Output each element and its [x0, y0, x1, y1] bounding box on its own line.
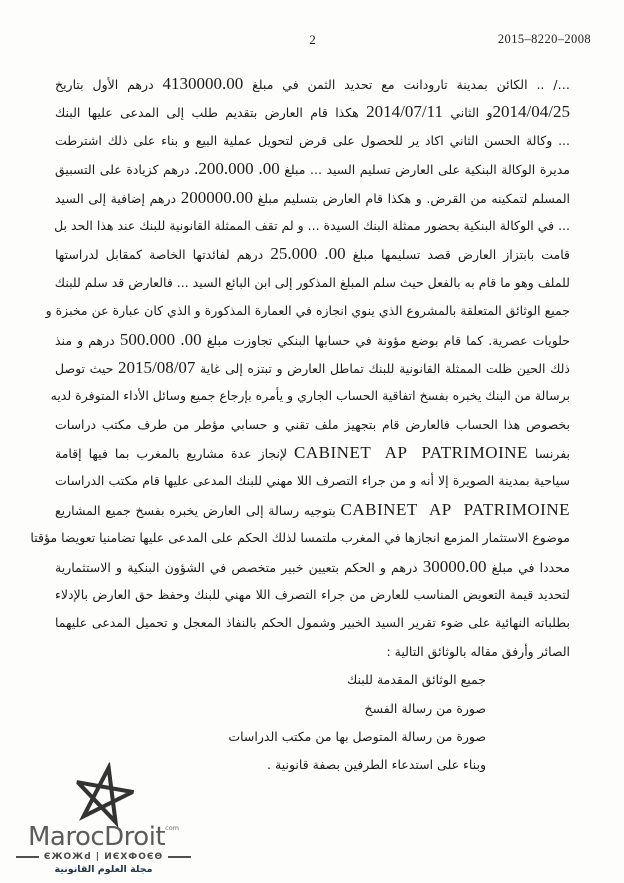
- arabic-text-segment: صورة من رسالة الفسخ: [364, 700, 486, 716]
- arabic-text-segment: حيث توصل: [55, 360, 118, 376]
- arabic-text-segment: مديرة الوكالة البنكية على العارض تسليم السيد ... مبلغ: [279, 162, 571, 178]
- arabic-text-segment: بخصوص هذا الحساب فالعارض قام بتجهيز ملف تقني و حسابي مؤطر من طرف مكتب دراسات: [55, 416, 570, 432]
- body-line: [55, 581, 570, 609]
- body-line: [55, 240, 570, 268]
- body-line: [55, 439, 570, 467]
- arabic-text-segment: درهم و منذ: [55, 332, 120, 348]
- arabic-text-segment: درهم كزيادة على التسبيق: [55, 162, 195, 178]
- body-line: [30, 524, 570, 552]
- arabic-text-segment: للملف وهو ما قام به بالفعل حيث سلم المبلغ المذكور إلى ابن البائع السيد ... فالعارض قد سلم للبنك: [54, 274, 570, 290]
- arabic-text-segment: درهم إضافية إلى السيد: [55, 190, 181, 206]
- arabic-text-segment: درهم الأول بتاريخ: [55, 77, 163, 92]
- arabic-text-segment: وبناء على استدعاء الطرفين بصفة قانونية .: [267, 757, 486, 773]
- arabic-text-segment: بطلباته النهائية على ضوء تقرير السيد الخبير وشمول الحكم بالنفاذ المعجل و تحميل المدعى عليهما: [55, 615, 570, 631]
- body-line: [55, 609, 570, 637]
- body-line: [50, 382, 570, 410]
- body-line: [55, 723, 570, 751]
- logo-wordmark-text: MarocDroit: [27, 821, 166, 852]
- case-reference-number: 2015–8220–2008: [497, 32, 591, 46]
- latin-text-segment: CABINET AP PATRIMOINE: [294, 443, 528, 463]
- arabic-text-segment: محددا في مبلغ: [486, 559, 570, 575]
- arabic-text-segment: لتحديد قيمة التعويض المناسب للعارض من جراء التصرف اللا مهني للبنك وحفظ حق العارض بالإدلاء: [55, 587, 570, 603]
- arabic-text-segment: ذلك الحين ظلت الممثلة القانونية للبنك تماطل العارض و تبتزه إلى غاية: [195, 360, 570, 376]
- arabic-text-segment: قامت بابتزاز العارض قصد تسليمها مبلغ: [345, 247, 570, 263]
- arabic-text-segment: سياحية بمدينة الصويرة إلا أنه و من جراء التصرف اللا مهني للبنك المدعى عليها قام مكتب الدراسات: [55, 473, 570, 489]
- arabic-text-segment: ... وكالة الحسن الثاني اكاد ير للحصول على قرض لتحويل عملية البيع و بناء على ذلك اشترطت: [55, 132, 570, 148]
- body-line: [55, 467, 570, 495]
- page-number: 2: [309, 32, 316, 47]
- body-line: [55, 638, 570, 666]
- arabic-text-segment: صورة من رسالة المتوصل بها من مكتب الدراسات: [228, 728, 486, 744]
- arabic-text-segment: بفرنسا: [527, 446, 570, 462]
- body-line: [55, 354, 570, 382]
- number-segment: 00. 25.000: [270, 244, 346, 264]
- arabic-text-segment: و الثاني: [442, 105, 493, 121]
- body-line: [55, 127, 570, 155]
- arabic-text-segment: درهم و الحكم بتعيين خبير متخصص في الشؤون البنكية و الاستثمارية: [55, 559, 423, 575]
- logo-wordmark: [16, 821, 191, 852]
- number-segment: 30000.00: [422, 556, 487, 576]
- logo-tld-text: com: [165, 823, 180, 832]
- body-line: [55, 70, 570, 98]
- arabic-text-segment: درهم لفائدتها الخاصة كمقابل لدراستها: [55, 247, 271, 263]
- number-segment: 00. 200.000.: [194, 159, 280, 179]
- arabic-text-segment: جميع الوثائق المتعلقة بالمشروع الذي ينوي انجازه في العمارة المذكورة و الذي كان عبارة عن مخبزة و: [45, 303, 570, 319]
- arabic-text-segment: المسلم لتمكينه من القرض. و هكذا قام العارض بتسليم مبلغ: [252, 190, 570, 206]
- arabic-text-segment: …/ .. الكائن بمدينة تارودانت مع تحديد الثمن في مبلغ: [243, 77, 570, 92]
- body-line: [55, 695, 570, 723]
- latin-text-segment: CABINET AP PATRIMOINE: [340, 499, 571, 519]
- arabic-text-segment: هكذا قام العارض بتقديم طلب إلى المدعى عليها البنك: [55, 105, 367, 121]
- number-segment: 200000.00: [180, 187, 253, 207]
- logo-tifinagh-text: ЄЖOЖd | ИЄХФOЄΘ: [43, 851, 164, 862]
- logo-tifinagh-tagline: [16, 853, 191, 862]
- body-line: [55, 666, 570, 694]
- arabic-text-segment: حلويات عصرية. كما قام بوضع مؤونة في حسابها البنكي تجاوزت مبلغ: [201, 332, 571, 348]
- body-line: [55, 184, 570, 212]
- number-segment: 2014/07/11: [366, 102, 443, 122]
- arabic-text-segment: ... في الوكالة البنكية بحضور ممثلة البنك السيدة ... و لم تقف الممثلة القانونية للبنك عند هذا الحد بل: [54, 217, 570, 233]
- arabic-text-segment: جميع الوثائق المقدمة للبنك: [346, 672, 486, 688]
- arabic-text-segment: الصائر وأرفق مقاله بالوثائق التالية :: [386, 643, 570, 659]
- logo-arabic-tagline: مجلة العلوم القانونية: [54, 863, 153, 875]
- body-line: [55, 212, 570, 240]
- arabic-text-segment: بتوجيه رسالة إلى العارض يخبره بفسخ جميع المشاريع: [55, 502, 341, 518]
- number-segment: 2015/08/07: [117, 357, 196, 377]
- arabic-text-segment: برسالة من البنك يخبره بفسخ اتفاقية الحساب الجاري و يأمره بإرجاع جميع وسائل الأداء المتوفرة لديه: [50, 388, 570, 404]
- body-line: [55, 155, 570, 183]
- document-body: [30, 70, 571, 780]
- body-line: [55, 326, 570, 354]
- number-segment: 2014/04/25: [492, 102, 570, 122]
- body-line: [55, 411, 570, 439]
- body-line: [55, 269, 570, 297]
- marocdroit-logo: [16, 762, 191, 875]
- number-segment: 4130000.00: [162, 74, 244, 93]
- body-line: [45, 297, 570, 325]
- number-segment: 00. 500.000: [119, 329, 202, 349]
- arabic-text-segment: موضوع الاستثمار المزمع انجازها في المغرب ملتمسا لذلك الحكم على المدعى عليها تضامنيا تعويضا مؤقتا: [30, 530, 570, 546]
- body-line: [55, 98, 570, 126]
- arabic-text-segment: لإنجاز عدة مشاريع بالمغرب بما فيها إقامة: [55, 446, 295, 462]
- body-line: [55, 553, 570, 581]
- pentagram-star-icon: [69, 757, 137, 830]
- body-line: [55, 496, 570, 524]
